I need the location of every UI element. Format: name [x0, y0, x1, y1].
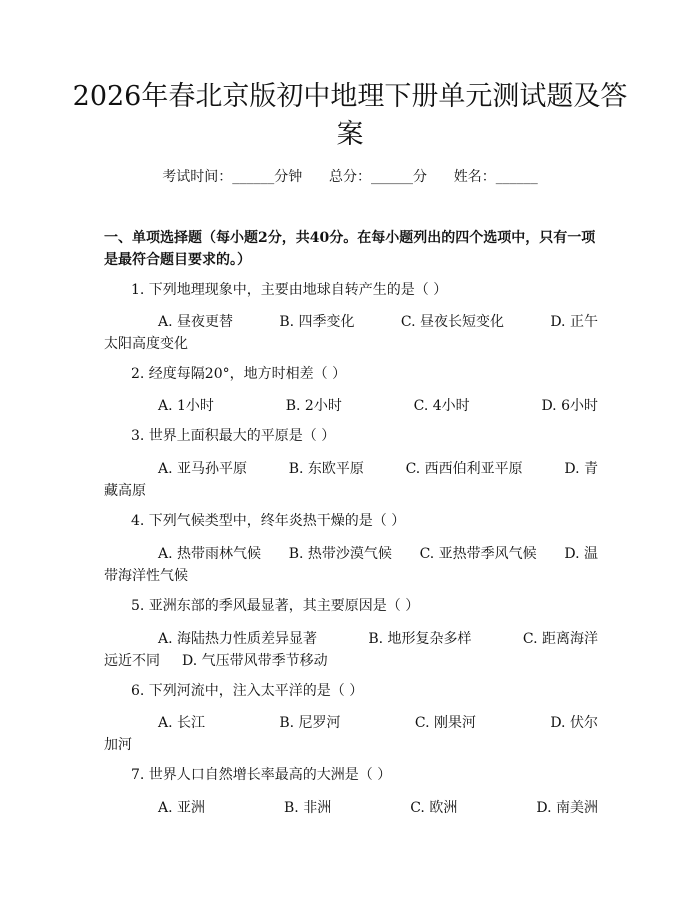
option-a: A. 热带雨林气候	[158, 546, 262, 562]
question-options	[104, 797, 598, 819]
question-stem: 7. 世界人口自然增长率最高的大洲是（ ）	[131, 767, 392, 783]
name-blank: ______	[495, 169, 538, 185]
option-c: C. 距离海洋	[522, 631, 598, 647]
option-b: B. 尼罗河	[279, 715, 341, 731]
option-d: D. 南美洲	[536, 800, 598, 816]
question-options	[104, 712, 598, 756]
options-line	[104, 333, 598, 355]
option-b: B. 四季变化	[279, 314, 355, 330]
option-b: B. 东欧平原	[288, 461, 364, 477]
question-options	[104, 628, 598, 672]
options-line	[104, 480, 598, 502]
option-d: D. 气压带风带季节移动	[182, 653, 328, 669]
option-d-continued: 带海洋性气候	[104, 568, 188, 584]
question-stem: 5. 亚洲东部的季风最显著，其主要原因是（ ）	[131, 598, 420, 614]
question-stem: 2. 经度每隔20°，地方时相差（ ）	[131, 366, 347, 382]
options-line	[104, 395, 598, 417]
time-blank: ______	[232, 169, 275, 185]
exam-info	[0, 167, 700, 187]
option-d-continued: 太阳高度变化	[104, 336, 188, 352]
option-c: C. 西西伯利亚平原	[405, 461, 523, 477]
options-line	[104, 458, 598, 480]
name-label: 姓名：	[453, 169, 496, 185]
option-d: D. 温	[564, 546, 598, 562]
option-b: B. 2小时	[285, 398, 342, 414]
question-options	[104, 311, 598, 355]
question-stem: 4. 下列气候类型中，终年炎热干燥的是（ ）	[131, 513, 406, 529]
question-stem: 1. 下列地理现象中，主要由地球自转产生的是（ ）	[131, 282, 448, 298]
option-d: D. 伏尔	[550, 715, 598, 731]
option-a: A. 长江	[158, 715, 206, 731]
question-stem: 6. 下列河流中，注入太平洋的是（ ）	[131, 683, 364, 699]
option-a: A. 亚马孙平原	[158, 461, 248, 477]
option-c: C. 欧洲	[410, 800, 458, 816]
question-stem: 3. 世界上面积最大的平原是（ ）	[131, 428, 336, 444]
options-line	[104, 797, 598, 819]
option-b: B. 热带沙漠气候	[288, 546, 392, 562]
option-b: B. 非洲	[284, 800, 332, 816]
score-blank: ______	[371, 169, 413, 185]
option-d-continued: 藏高原	[104, 483, 146, 499]
option-d: D. 6小时	[541, 398, 598, 414]
time-label: 考试时间：	[162, 169, 233, 185]
option-c: C. 昼夜长短变化	[400, 314, 504, 330]
score-label: 总分：	[329, 169, 371, 185]
question-options	[104, 543, 598, 587]
option-d: D. 青	[564, 461, 598, 477]
option-a: A. 亚洲	[158, 800, 206, 816]
option-d: D. 正午	[550, 314, 598, 330]
question-options	[104, 395, 598, 417]
option-c: C. 4小时	[413, 398, 470, 414]
option-d-continued: 加河	[104, 737, 132, 753]
option-b: B. 地形复杂多样	[368, 631, 472, 647]
score-unit: 分	[413, 169, 427, 185]
options-line	[104, 650, 598, 672]
option-a: A. 1小时	[158, 398, 214, 414]
option-c: C. 刚果河	[414, 715, 476, 731]
options-line	[104, 628, 598, 650]
option-a: A. 海陆热力性质差异显著	[158, 631, 318, 647]
options-line	[104, 311, 598, 333]
option-a: A. 昼夜更替	[158, 314, 234, 330]
question-options	[104, 458, 598, 502]
page-title: 2026年春北京版初中地理下册单元测试题及答案	[72, 81, 628, 150]
options-line	[104, 712, 598, 734]
section-heading: 一、单项选择题（每小题2分，共40分。在每小题列出的四个选项中，只有一项是最符合题目要求的。）	[104, 230, 596, 268]
option-c-continued: 远近不同	[104, 653, 160, 669]
options-line	[104, 734, 598, 756]
option-c: C. 亚热带季风气候	[419, 546, 537, 562]
options-line	[104, 543, 598, 565]
time-unit: 分钟	[274, 169, 303, 185]
options-line	[104, 565, 598, 587]
